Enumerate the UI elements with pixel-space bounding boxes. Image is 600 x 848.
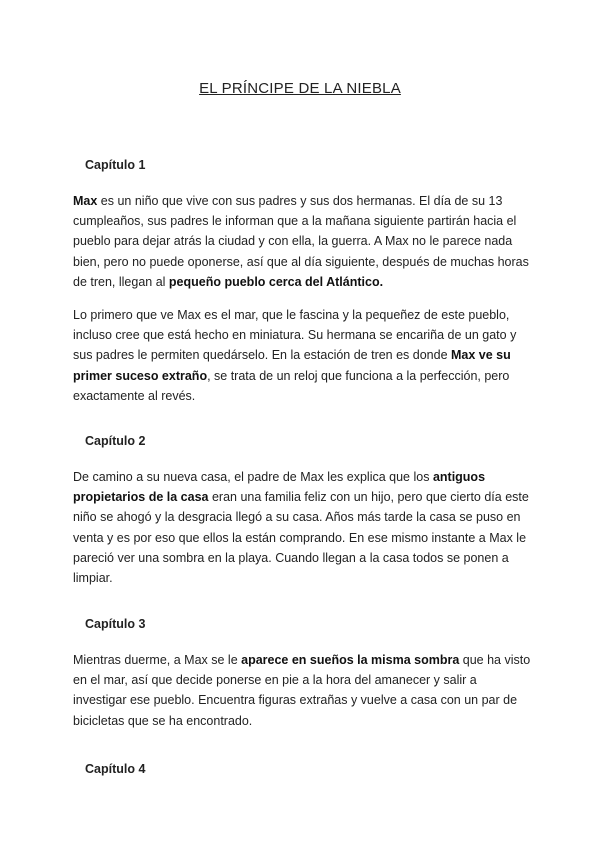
bold-text: aparece en sueños la misma sombra	[241, 653, 460, 667]
chapter-1-paragraph-2	[73, 305, 531, 406]
chapter-3-paragraph-1	[73, 650, 531, 731]
chapter-2-paragraph-1	[73, 467, 531, 588]
bold-text: Max	[73, 194, 98, 208]
text: es un niño que vive con sus padres y sus dos hermanas. El día de su 13 cumpleaños, sus padres le informan que a la mañana siguiente partirán hacia el pueblo para dejar atrás la ciudad y con ella, la guerra. A Max no le parece nada bien, pero no puede oponerse, así que al día siguiente, después de muchas horas de tren, llegan al	[73, 194, 529, 289]
bold-text: pequeño pueblo cerca del Atlántico.	[168, 274, 384, 289]
chapter-2-heading: Capítulo 2	[85, 434, 146, 448]
text: , se trata de un reloj que funciona a la perfección, pero exactamente al revés.	[73, 368, 510, 403]
text: eran una familia feliz con un hijo, pero que cierto día este niño se ahogó y la desgracia llegó a su casa. Años más tarde la casa se puso en venta y es por eso que ellos la están comprando. En ese mismo instante a Max le pareció ver una sombra en la playa. Cuando llegan a la casa todos se ponen a limpiar.	[73, 490, 529, 586]
chapter-1-heading: Capítulo 1	[85, 158, 146, 172]
bold-text: antiguos propietarios de la casa	[73, 470, 486, 505]
text: De camino a su nueva casa, el padre de Max les explica que los	[73, 470, 433, 484]
chapter-1-paragraph-1	[73, 191, 531, 292]
chapter-3-heading: Capítulo 3	[85, 617, 146, 631]
document-title: EL PRÍNCIPE DE LA NIEBLA	[199, 80, 401, 97]
chapter-4-heading: Capítulo 4	[85, 762, 146, 776]
text: que ha visto en el mar, así que decide ponerse en pie a la hora del amanecer y salir a investigar ese pueblo. Encuentra figuras extrañas y vuelve a casa con un par de bicicletas que se ha encontrado.	[73, 653, 531, 728]
text: Mientras duerme, a Max se le	[73, 653, 242, 667]
text: Lo primero que ve Max es el mar, que le fascina y la pequeñez de este pueblo, incluso cree que está hecho en miniatura. Su hermana se encariña de un gato y sus padres le permiten quedárselo. En la estación de tren es donde	[73, 308, 517, 363]
bold-text: Max ve su primer suceso extraño	[73, 348, 511, 383]
